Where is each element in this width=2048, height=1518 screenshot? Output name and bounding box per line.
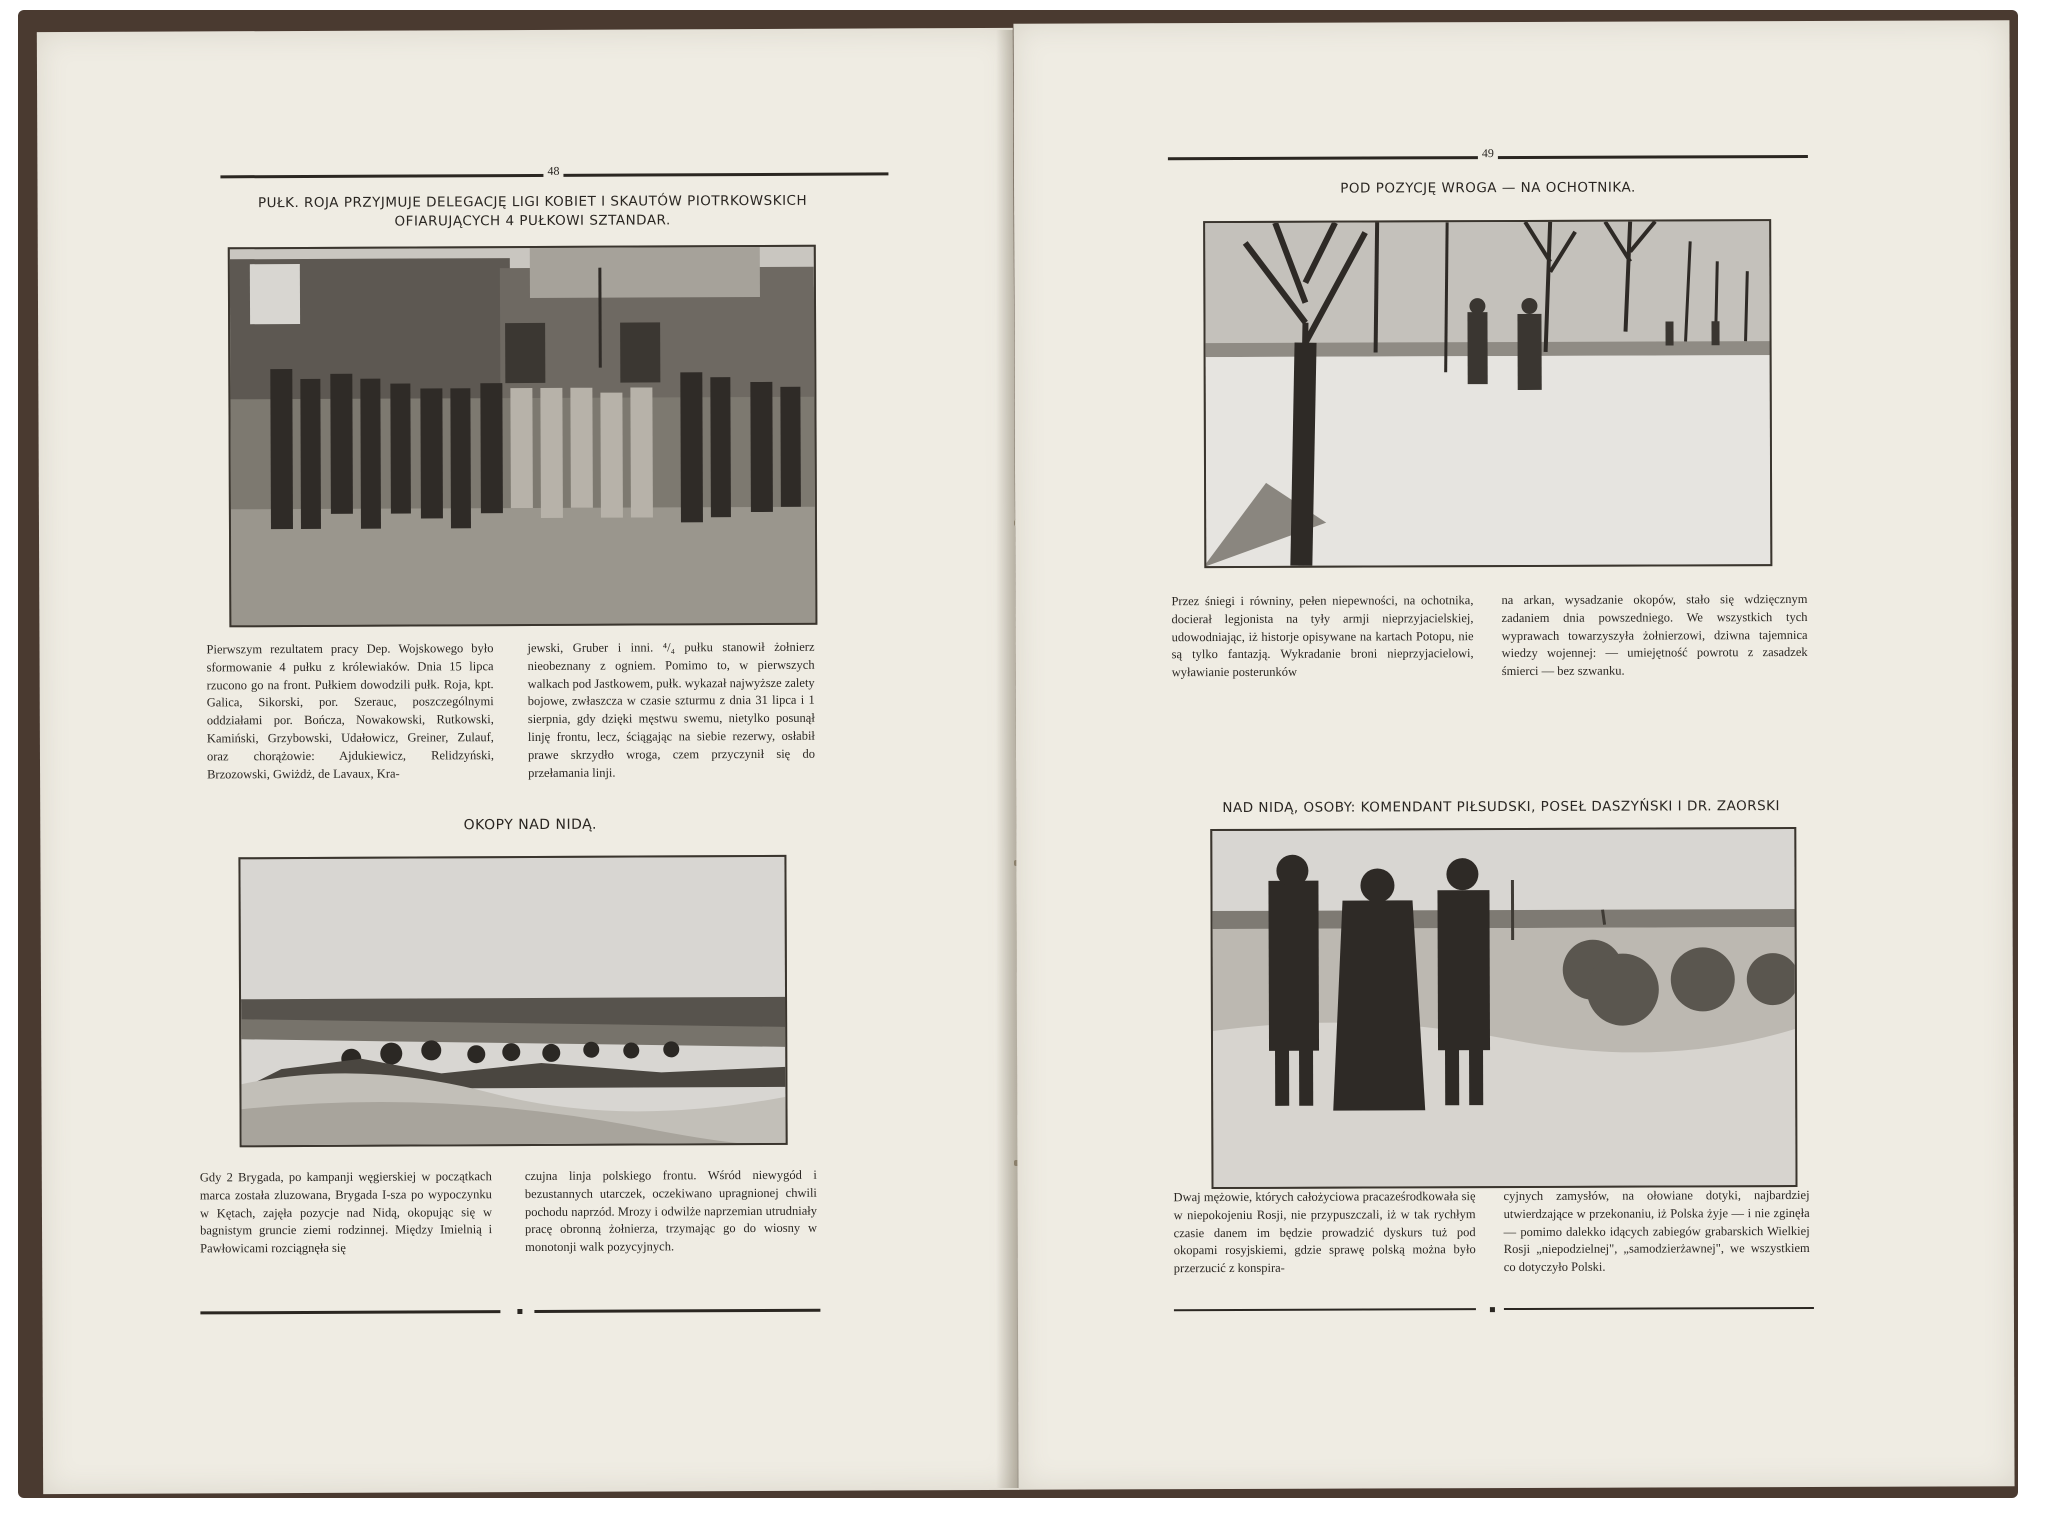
left-page <box>37 28 1019 1494</box>
article-text-col-3: Gdy 2 Brygada, po kampanji węgierskiej w początkach marca została zluzowana, Brygada I-sza po wypoczynku w Kętach, zajęła pozycje nad Nidą, okopując się w bagnistym gruncie ziemi rodzinnej. Między Imielnią i Pawłowicami rozciągnęła się <box>199 1169 493 1256</box>
photo-pilsudski <box>1210 827 1797 1189</box>
bottom-ornament <box>1490 1307 1495 1312</box>
article-text-col-2: jewski, Gruber i inni. ⁴/₄ pułku stanowił żołnierz nieobeznany z ogniem. Pomimo to, w pierwszych walkach pod Jastkowem, pułk. wykazał najwyższe zalety bojowe, zwłaszcza w czasie szturmu z dnia 31 lipca i 1 sierpnia, gdy dzięki męstwu swemu, nietylko posunął linję frontu, lecz, ściągając na siebie rezerwy, osłabił prawe skrzydło wroga, czem przyczynił się do przełamania linji. <box>527 639 816 780</box>
photo-snow-scouts-image <box>1205 221 1770 566</box>
article-text-col-2: na arkan, wysadzanie okopów, stało się wdzięcznym zadaniem dnia powszedniego. We wszystkich tych wyprawach towarzyszyła żołnierzowi, dziwna tajemnica wiedzy wojennej: — umiejętność powrotu z zasadzek śmierci — bez szwanku. <box>1501 591 1808 679</box>
photo-delegation-image <box>230 247 816 626</box>
bottom-rule <box>1504 1307 1814 1310</box>
photo-pilsudski-image <box>1212 829 1795 1187</box>
bottom-rule <box>1174 1308 1476 1311</box>
photo-delegation <box>228 245 818 628</box>
photo-caption: OKOPY NAD NIDĄ. <box>463 816 597 834</box>
photo-caption: NAD NIDĄ, OSOBY: KOMENDANT PIŁSUDSKI, POSEŁ DASZYŃSKI I DR. ZAORSKI <box>1222 798 1781 817</box>
photo-trenches-image <box>240 857 785 1145</box>
article-text-col-3: Dwaj mężowie, których całożyciowa pracaześrodkowała się w niepokojeniu Rosji, nie przypuszczali, iż w tak rychłym czasie danem im będzie prowadzić dyskurs tuż pod okopami rosyjskiemi, gdzie sprawę polską można było przerzucić z konspira- <box>1173 1189 1476 1276</box>
article-text-col-4: cyjnych zamysłów, na ołowiane dotyki, najbardziej utwierdzające w przekonaniu, iż Polska żyje — i nie zginęła — pomimo dalekko idących zabiegów grabarskich Wielkiej Rosji „niepodzielnej", „samodzierżawnej", we wszystkiem co dotyczyło Polski. <box>1503 1187 1810 1275</box>
page-number: 48 <box>543 164 563 179</box>
bottom-rule <box>534 1309 820 1313</box>
photo-caption: PUŁK. ROJA PRZYJMUJE DELEGACJĘ LIGI KOBIET I SKAUTÓW PIOTRKOWSKICH OFIARUJĄCYCH 4 PUŁKOWI SZTANDAR. <box>257 192 808 230</box>
photo-caption: POD POZYCJĘ WROGA — NA OCHOTNIKA. <box>1340 179 1636 197</box>
page-number: 49 <box>1478 146 1498 161</box>
photo-trenches <box>238 855 787 1147</box>
article-text-col-1: Pierwszym rezultatem pracy Dep. Wojskowego było sformowanie 4 pułku z królewiaków. Dnia 15 lipca rzucono go na front. Pułkiem dowodzili pułk. Roja, kpt. Galica, Sikorski, por. Szerauc, poszczególnymi oddziałami por. Bończa, Nowakowski, Rutkowski, Kamiński, Grzybowski, Udałowicz, Greiner, Zulauf, oraz chorążowie: Ajdukiewicz, Relidzyński, Brzozowski, Gwiżdż, de Lavaux, Kra- <box>206 641 495 781</box>
article-text-col-1: Przez śniegi i równiny, pełen niepewności, na ochotnika, docierał legjonista na tyły armji nieprzyjacielskiej, udowodniając, iż historje opisywane na kartach Potopu, nie są tylko fantazją. Wykradanie broni nieprzyjacielowi, wyławianie posterunków <box>1171 593 1474 680</box>
right-page <box>1013 20 2014 1489</box>
bottom-ornament <box>517 1309 522 1314</box>
bottom-rule <box>200 1310 500 1314</box>
photo-snow-scouts <box>1203 219 1772 568</box>
article-text-col-4: czujna linja polskiego frontu. Wśród niewygód i bezustannych utarczek, oczekiwano upragnionej chwili pochodu naprzód. Mrozy i odwilże naprzemian utrudniały pracę obronną żołnierza, trzymając go do wiosny w monotonji walk pozycyjnych. <box>524 1167 818 1255</box>
